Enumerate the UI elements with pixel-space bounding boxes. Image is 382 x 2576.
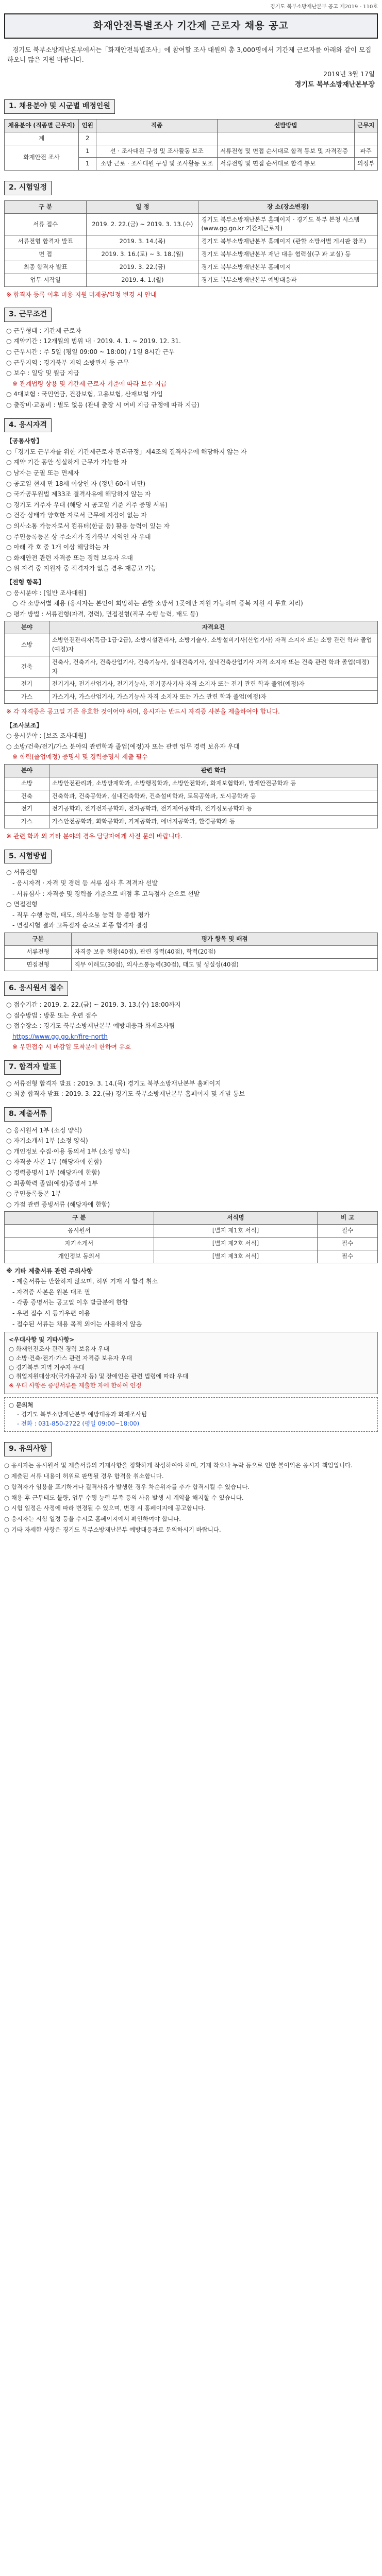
- table-row: 건축 건축학과, 건축공학과, 실내건축학과, 건축설비학과, 토목공학과, 도시공학과 등: [5, 790, 378, 803]
- table-header: 일 정: [87, 200, 198, 213]
- exam-method: ○ 서류전형 - 응시자격 · 자격 및 경력 등 서류 심사 후 적격자 선발 - 서류심사 : 자격증 및 경력을 기준으로 배점 후 고득점자 순으로 선발 ○ 면접전형 - 직무 수행 능력, 태도, 의사소통 능력 등 종합 평가 - 면접시험 결과 고득점자 순으로 최종 합격자 결정: [6, 869, 200, 929]
- table-row: 자기소개서 [별지 제2호 서식] 필수: [5, 1237, 378, 1250]
- documents-list: ○ 응시원서 1부 (소정 양식) ○ 자기소개서 1부 (소정 양식) ○ 개인정보 수집·이용 동의서 1부 (소정 양식) ○ 자격증 사본 1부 (해당자에 한함) ○ 경력증명서 1부 (해당자에 한함) ○ 최종학력 졸업(예정)증명서 1부 ○ 주민등록등본 1부 ○ 가점 관련 증빙서류 (해당자에 한함): [6, 1126, 130, 1208]
- forms-table: [4, 1211, 378, 1263]
- table-row: 서류 접수 2019. 2. 22.(금) ~ 2019. 3. 13.(수) 경기도 북부소방재난본부 홈페이지 · 경기도 북부 본청 시스템 (www.gg.go.kr 기간제근로자): [5, 213, 378, 235]
- certificate-note: ※ 각 자격증은 공고일 기준 유효한 것이어야 하며, 응시자는 반드시 자격증 사본을 제출하여야 합니다.: [6, 708, 280, 716]
- schedule-table: [4, 200, 378, 287]
- table-row: 소방 소방안전관리자(특급·1급·2급), 소방시설관리사, 소방기술사, 소방설비기사(산업기사) 자격 소지자 또는 소방 관련 학과 졸업(예정)자: [5, 634, 378, 656]
- schedule-note: ※ 합격자 등록 이후 비용 지원 미제공/일정 변경 시 안내: [6, 291, 157, 298]
- table-row: 업무 시작일 2019. 4. 1.(월) 경기도 북부소방재난본부 예방대응과: [5, 274, 378, 286]
- qualifications-assistant: 【조사보조】 ○ 응시분야 : [보조 조사대원] ○ 소방/건축/전기/가스 분야의 관련학과 졸업(예정)자 또는 관련 업무 경력 보유자 우대 ※ 학력(졸업예정) 증명서 및 경력증명서 제출 필수: [6, 721, 240, 761]
- table-row: 서류전형 자격증 보유 현황(40점), 관련 경력(40점), 학력(20점): [5, 945, 378, 958]
- table-row: 화재안전 조사 1 선 · 조사대원 구성 및 조사활동 보조 서류전형 및 면접 순서대로 합격 통보 및 자격검증 파주: [5, 145, 378, 158]
- intro-block: [4, 39, 378, 92]
- table-header: 직종: [96, 119, 218, 132]
- certificate-table: [4, 621, 378, 704]
- table-header: 장 소(장소변경): [198, 200, 378, 213]
- section-title-9: 9. 유의사항: [4, 1442, 52, 1456]
- major-note: ※ 관련 학과 외 기타 분야의 경우 담당자에게 사전 문의 바랍니다.: [6, 833, 182, 840]
- table-header: 분야: [5, 621, 49, 634]
- table-row: 계 2: [5, 132, 378, 145]
- table-row: 응시원서 [별지 제1호 서식] 필수: [5, 1225, 378, 1238]
- documents-notes: ※ 기타 제출서류 관련 주의사항 - 제출서류는 반환하지 않으며, 허위 기재 시 합격 취소 - 자격증 사본은 원본 대조 필 - 각종 증명서는 공고일 이후 발급분에 한함 - 우편 접수 시 등기우편 이용 - 접수된 서류는 채용 목적 외에는 사용하지 않음: [6, 1267, 158, 1328]
- table-row: 가스 가스안전공학과, 화학공학과, 기계공학과, 에너지공학과, 환경공학과 등: [5, 816, 378, 828]
- result-announcement: ○ 서류전형 합격자 발표 : 2019. 3. 14.(목) 경기도 북부소방재난본부 홈페이지 ○ 최종 합격자 발표 : 2019. 3. 22.(금) 경기도 북부소방재난본부 홈페이지 및 개별 통보: [6, 1079, 245, 1098]
- table-header: 채용분야 (직종별 근무지): [5, 119, 79, 132]
- table-row: 소방 소방안전관리과, 소방방재학과, 소방행정학과, 소방안전학과, 화재보험학과, 방재안전공학과 등: [5, 777, 378, 790]
- table-header: 근무지: [354, 119, 377, 132]
- table-row: 건축 건축사, 건축기사, 건축산업기사, 건축기능사, 실내건축기사, 실내건축산업기사 자격 소지자 또는 건축 관련 학과 졸업(예정)자: [5, 656, 378, 678]
- table-row: 서류전형 합격자 발표 2019. 3. 14.(목) 경기도 북부소방재난본부 홈페이지 (관할 소방서별 게시판 참조): [5, 235, 378, 248]
- table-header: 구 분: [5, 200, 87, 213]
- table-header: 평가 항목 및 배점: [72, 933, 378, 945]
- section-title-5: 5. 시험방법: [4, 850, 52, 864]
- section-title-7: 7. 합격자 발표: [4, 1060, 61, 1075]
- notice-org: 경기도 북부소방재난본부장: [294, 81, 375, 89]
- table-row: 최종 합격자 발표 2019. 3. 22.(금) 경기도 북부소방재난본부 홈페이지: [5, 261, 378, 274]
- notice-number: 경기도 북부소방재난본부 공고 제2019 - 110호: [270, 4, 378, 10]
- table-row: 전기 전기공학과, 전기전자공학과, 전자공학과, 전기제어공학과, 전기정보공학과 등: [5, 803, 378, 816]
- notice-title: 화재안전특별조사 기간제 근로자 채용 공고: [4, 13, 378, 39]
- table-header: 관련 학과: [49, 764, 377, 777]
- table-row: 개인정보 동의서 [별지 제3호 서식] 필수: [5, 1250, 378, 1263]
- table-header: 자격요건: [49, 621, 377, 634]
- section-title-2: 2. 시험일정: [4, 181, 52, 195]
- work-conditions: ○ 근무형태 : 기간제 근로자 ○ 계약기간 : 12개월의 범위 내 · 2019. 4. 1. ~ 2019. 12. 31. ○ 근무시간 : 주 5일 (평일 09:00 ~ 18:00) / 1일 8시간 근무 ○ 근무지역 : 경기북부 지역 소방관서 등 근무 ○ 보수 : 일당 및 월급 지급 ※ 관계법령 상용 및 기간제 근로자 기준에 따라 보수 지급 ○ 4대보험 : 국민연금, 건강보험, 고용보험, 산재보험 가입 ○ 출장비·교통비 : 별도 없음 (관내 출장 시 여비 지급 규정에 따라 지급): [6, 327, 200, 409]
- notes-list: ○ 응시자는 응시원서 및 제출서류의 기재사항을 정확하게 작성하여야 하며, 기재 착오나 누락 등으로 인한 불이익은 응시자 책임입니다. ○ 제출된 서류 내용이 허위로 판명될 경우 합격을 취소합니다. ○ 합격자가 임용을 포기하거나 결격사유가 발생한 경우 차순위자를 추가 합격시킬 수 있습니다. ○ 채용 후 근무태도 불량, 업무 수행 능력 부족 등의 사유 발생 시 계약을 해지할 수 있습니다. ○ 시험 일정은 사정에 따라 변경될 수 있으며, 변경 시 홈페이지에 공고합니다. ○ 응시자는 시험 일정 등을 수시로 홈페이지에서 확인하여야 합니다. ○ 기타 자세한 사항은 경기도 북부소방재난본부 예방대응과로 문의하시기 바랍니다.: [4, 1462, 353, 1533]
- table-header: 인원: [79, 119, 96, 132]
- table-row: 가스 가스기사, 가스산업기사, 가스기능사 자격 소지자 또는 가스 관련 학과 졸업(예정)자: [5, 691, 378, 704]
- table-header: 분야: [5, 764, 49, 777]
- section-title-4: 4. 응시자격: [4, 418, 52, 433]
- table-row: 면 접 2019. 3. 16.(토) ~ 3. 18.(월) 경기도 북부소방재난본부 재난 대응 협력실(구 과 교실) 등: [5, 248, 378, 261]
- notice-date: 2019년 3월 17일: [323, 70, 375, 78]
- table-header: 비 고: [318, 1212, 378, 1225]
- table-header: 선발방법: [218, 119, 354, 132]
- contact-box: ○ 문의처 - 경기도 북부소방재난본부 예방대응과 화재조사팀 - 전화 : 031-850-2722 (평일 09:00~18:00): [4, 1397, 378, 1432]
- table-header: 구 분: [5, 1212, 154, 1225]
- section-title-1: 1. 채용분야 및 시군별 배정인원: [4, 99, 115, 114]
- table-row: 1 소방 근로 · 조사대원 구성 및 조사활동 보조 서류전형 및 면접 순서대로 합격 통보 의정부: [5, 158, 378, 171]
- evaluation-table: [4, 933, 378, 971]
- qualifications-field: 【전형 항목】 ○ 응시분야 : [일반 조사대원] ○ 각 소방서별 채용 (응시자는 본인이 희망하는 관할 소방서 1곳에만 지원 가능하며 중복 지원 시 무효 처리) ○ 평가 방법 : 서류전형(자격, 경력), 면접전형(직무 수행 능력, 태도 등): [6, 578, 303, 618]
- homepage-link[interactable]: https://www.gg.go.kr/fire-north: [12, 1032, 108, 1040]
- preference-box: <우대사항 및 기타사항> ○ 화재안전조사 관련 경력 보유자 우대 ○ 소방·건축·전기·가스 관련 자격증 보유자 우대 ○ 경기북부 지역 거주자 우대 ○ 취업지원대상자(국가유공자 등) 및 장애인은 관련 법령에 따라 우대 ※ 우대 사항은 증빙서류를 제출한 자에 한하여 인정: [4, 1332, 378, 1394]
- section-title-3: 3. 근무조건: [4, 308, 52, 322]
- table-header: 서식명: [154, 1212, 317, 1225]
- application-info: ○ 접수기간 : 2019. 2. 22.(금) ~ 2019. 3. 13.(수) 18:00까지 ○ 접수방법 : 방문 또는 우편 접수 ○ 접수장소 : 경기도 북부소방재난본부 예방대응과 화재조사팀 https://www.gg.go.kr/fire-north ※ 우편접수 시 마감일 도착분에 한하여 유효: [6, 1001, 181, 1051]
- table-row: 면접전형 직무 이해도(30점), 의사소통능력(30점), 태도 및 성실성(40점): [5, 958, 378, 971]
- qualifications-common: 【공통사항】 ○「경기도 근무자를 위한 기간제근로자 관리규정」제4조의 결격사유에 해당하지 않는 자 ○ 계약 기간 동안 성실하게 근무가 가능한 자 ○ 남자는 군필 또는 면제자 ○ 공고일 현재 만 18세 이상인 자 (정년 60세 미만) ○ 국가공무원법 제33조 결격사유에 해당하지 않는 자 ○ 경기도 거주자 우대 (해당 시 공고일 기준 거주 증명 서류) ○ 건강 상태가 양호한 자로서 근무에 지장이 없는 자 ○ 의사소통 가능자로서 컴퓨터(한글 등) 활용 능력이 있는 자 ○ 주민등록등본 상 주소지가 경기북부 지역인 자 우대 ○ 아래 각 호 중 1개 이상 해당하는 자 ○ 화재안전 관련 자격증 또는 경력 보유자 우대 ○ 위 자격 중 지원자 중 적격자가 없을 경우 재공고 가능: [6, 437, 247, 572]
- recruit-table: [4, 119, 378, 171]
- table-header: 구분: [5, 933, 72, 945]
- intro-text: 경기도 북부소방재난본부에서는「화재안전특별조사」에 참여할 조사 대원의 총 3,000명에서 기간제 근로자를 아래와 같이 모집하오니 많은 지원 바랍니다.: [7, 45, 372, 64]
- section-title-8: 8. 제출서류: [4, 1107, 52, 1122]
- table-row: 전기 전기기사, 전기산업기사, 전기기능사, 전기공사기사 자격 소지자 또는 전기 관련 학과 졸업(예정)자: [5, 678, 378, 691]
- major-table: [4, 764, 378, 828]
- section-title-6: 6. 응시원서 접수: [4, 981, 68, 996]
